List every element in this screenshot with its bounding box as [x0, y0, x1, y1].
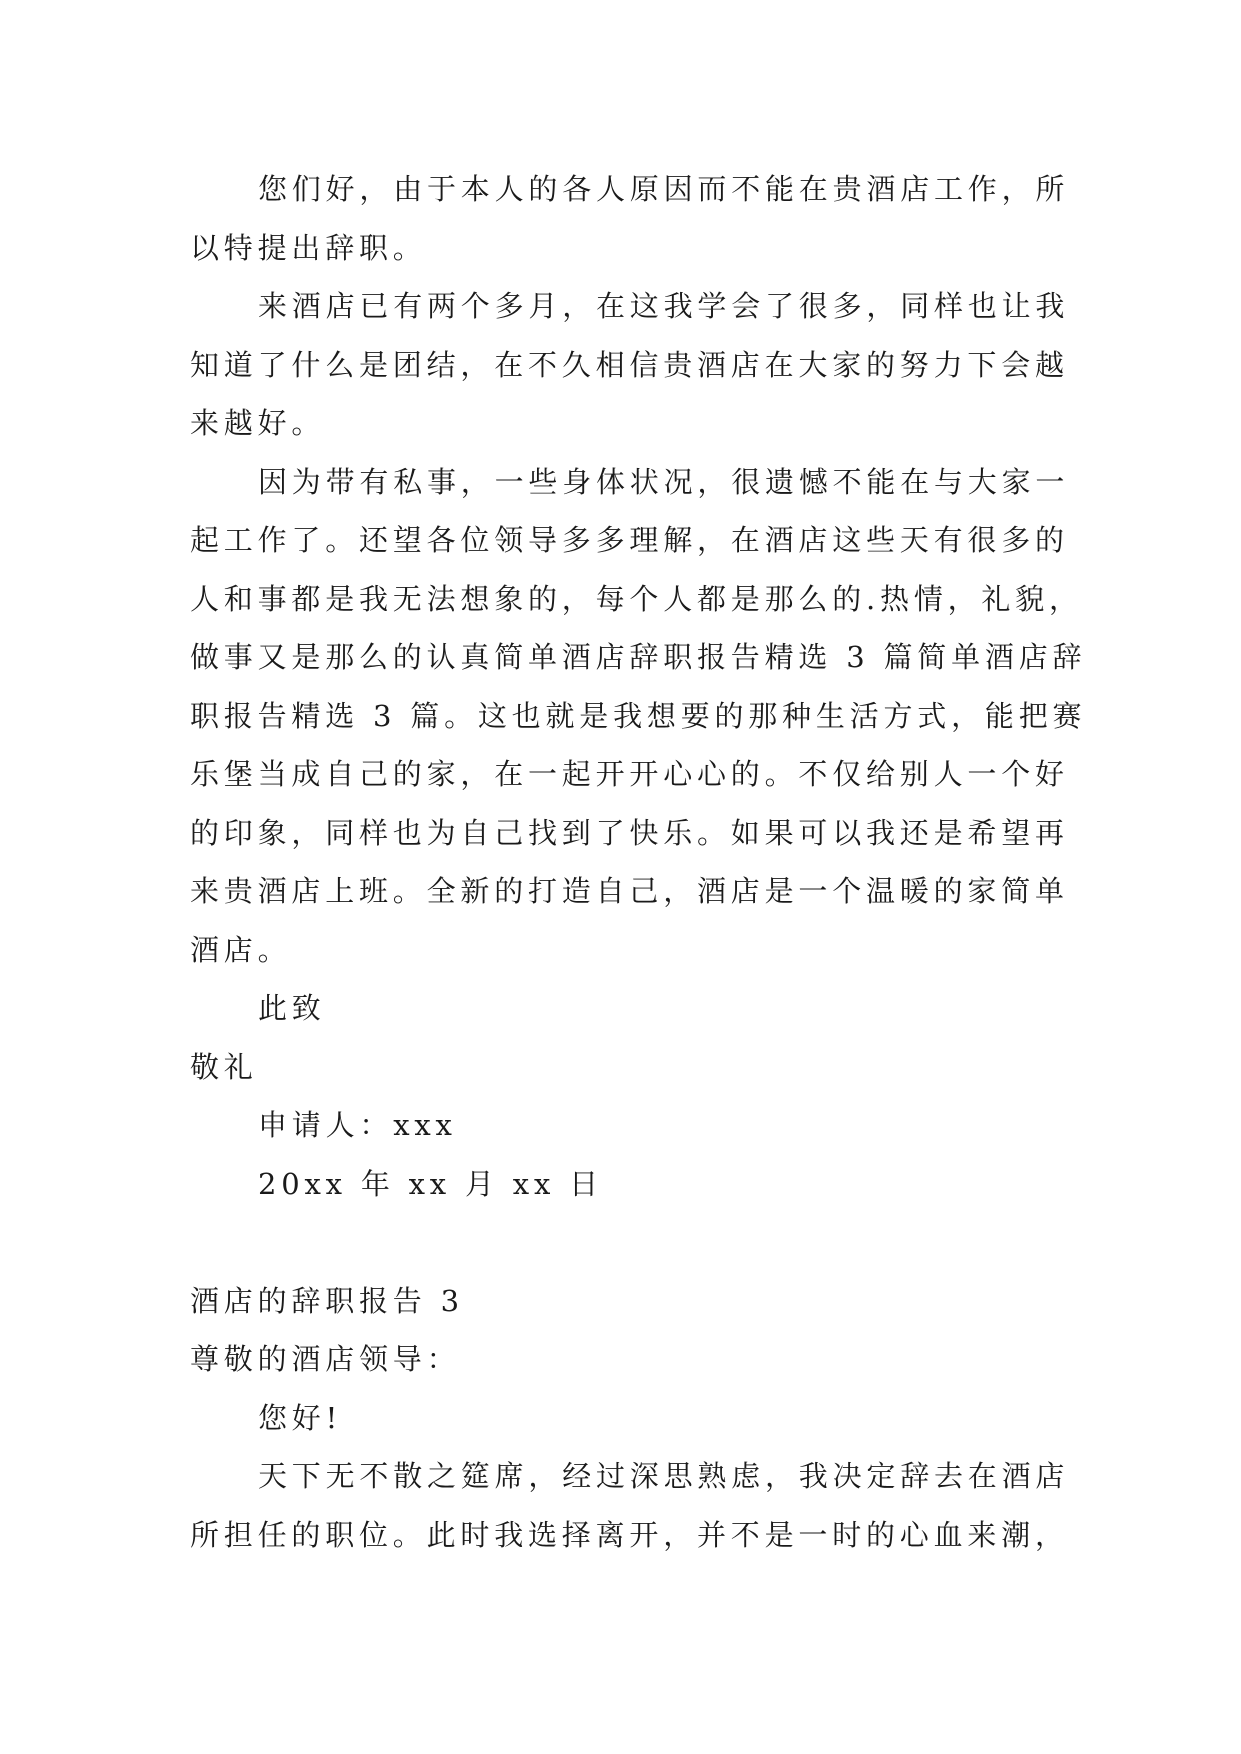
section-spacer: [190, 1213, 1070, 1272]
letter1-para3-line1: 因为带有私事，一些身体状况，很遗憾不能在与大家一: [258, 464, 1070, 499]
letter1-para2-line3: 来越好。: [190, 406, 326, 440]
letter1-para1-line2: 以特提出辞职。: [190, 230, 427, 265]
letter1-para3-line8: 来贵酒店上班。全新的打造自己，酒店是一个温暖的家简单: [190, 874, 1069, 908]
letter1-para3-line5: 职报告精选 3 篇。这也就是我想要的那种生活方式，能把赛: [190, 698, 1087, 733]
letter2-greeting: 您好!: [258, 1400, 343, 1435]
letter1-para1-line1: 您们好，由于本人的各人原因而不能在贵酒店工作，所: [258, 172, 1070, 206]
letter1-closing-1: 此致: [258, 991, 326, 1025]
letter1-para2-line1: 来酒店已有两个多月，在这我学会了很多，同样也让我: [258, 289, 1070, 323]
letter1-para3-line3: 人和事都是我无法想象的，每个人都是那么的.热情，礼貌，: [190, 581, 1083, 616]
letter1-para3-line7: 的印象，同样也为自己找到了快乐。如果可以我还是希望再: [190, 815, 1069, 850]
letter1-para3-line4: 做事又是那么的认真简单酒店辞职报告精选 3 篇简单酒店辞: [190, 640, 1087, 674]
letter1-closing-2: 敬礼: [190, 1049, 258, 1084]
letter1-applicant: 申请人：xxx: [258, 1108, 457, 1142]
letter2-salutation: 尊敬的酒店领导：: [190, 1342, 461, 1376]
document-body: [190, 160, 1087, 1564]
letter1-para3-line9: 酒店。: [190, 932, 292, 967]
letter2-para1-line2: 所担任的职位。此时我选择离开，并不是一时的心血来潮，: [190, 1517, 1069, 1552]
letter1-para3-line6: 乐堡当成自己的家，在一起开开心心的。不仅给别人一个好: [190, 757, 1069, 791]
letter1-date: 20xx 年 xx 月 xx 日: [258, 1166, 603, 1201]
letter2-title: 酒店的辞职报告 3: [190, 1283, 464, 1318]
letter1-para3-line2: 起工作了。还望各位领导多多理解，在酒店这些天有很多的: [190, 523, 1069, 557]
letter1-para2-line2: 知道了什么是团结，在不久相信贵酒店在大家的努力下会越: [190, 347, 1069, 382]
letter2-para1-line1: 天下无不散之筵席，经过深思熟虑，我决定辞去在酒店: [258, 1459, 1070, 1493]
